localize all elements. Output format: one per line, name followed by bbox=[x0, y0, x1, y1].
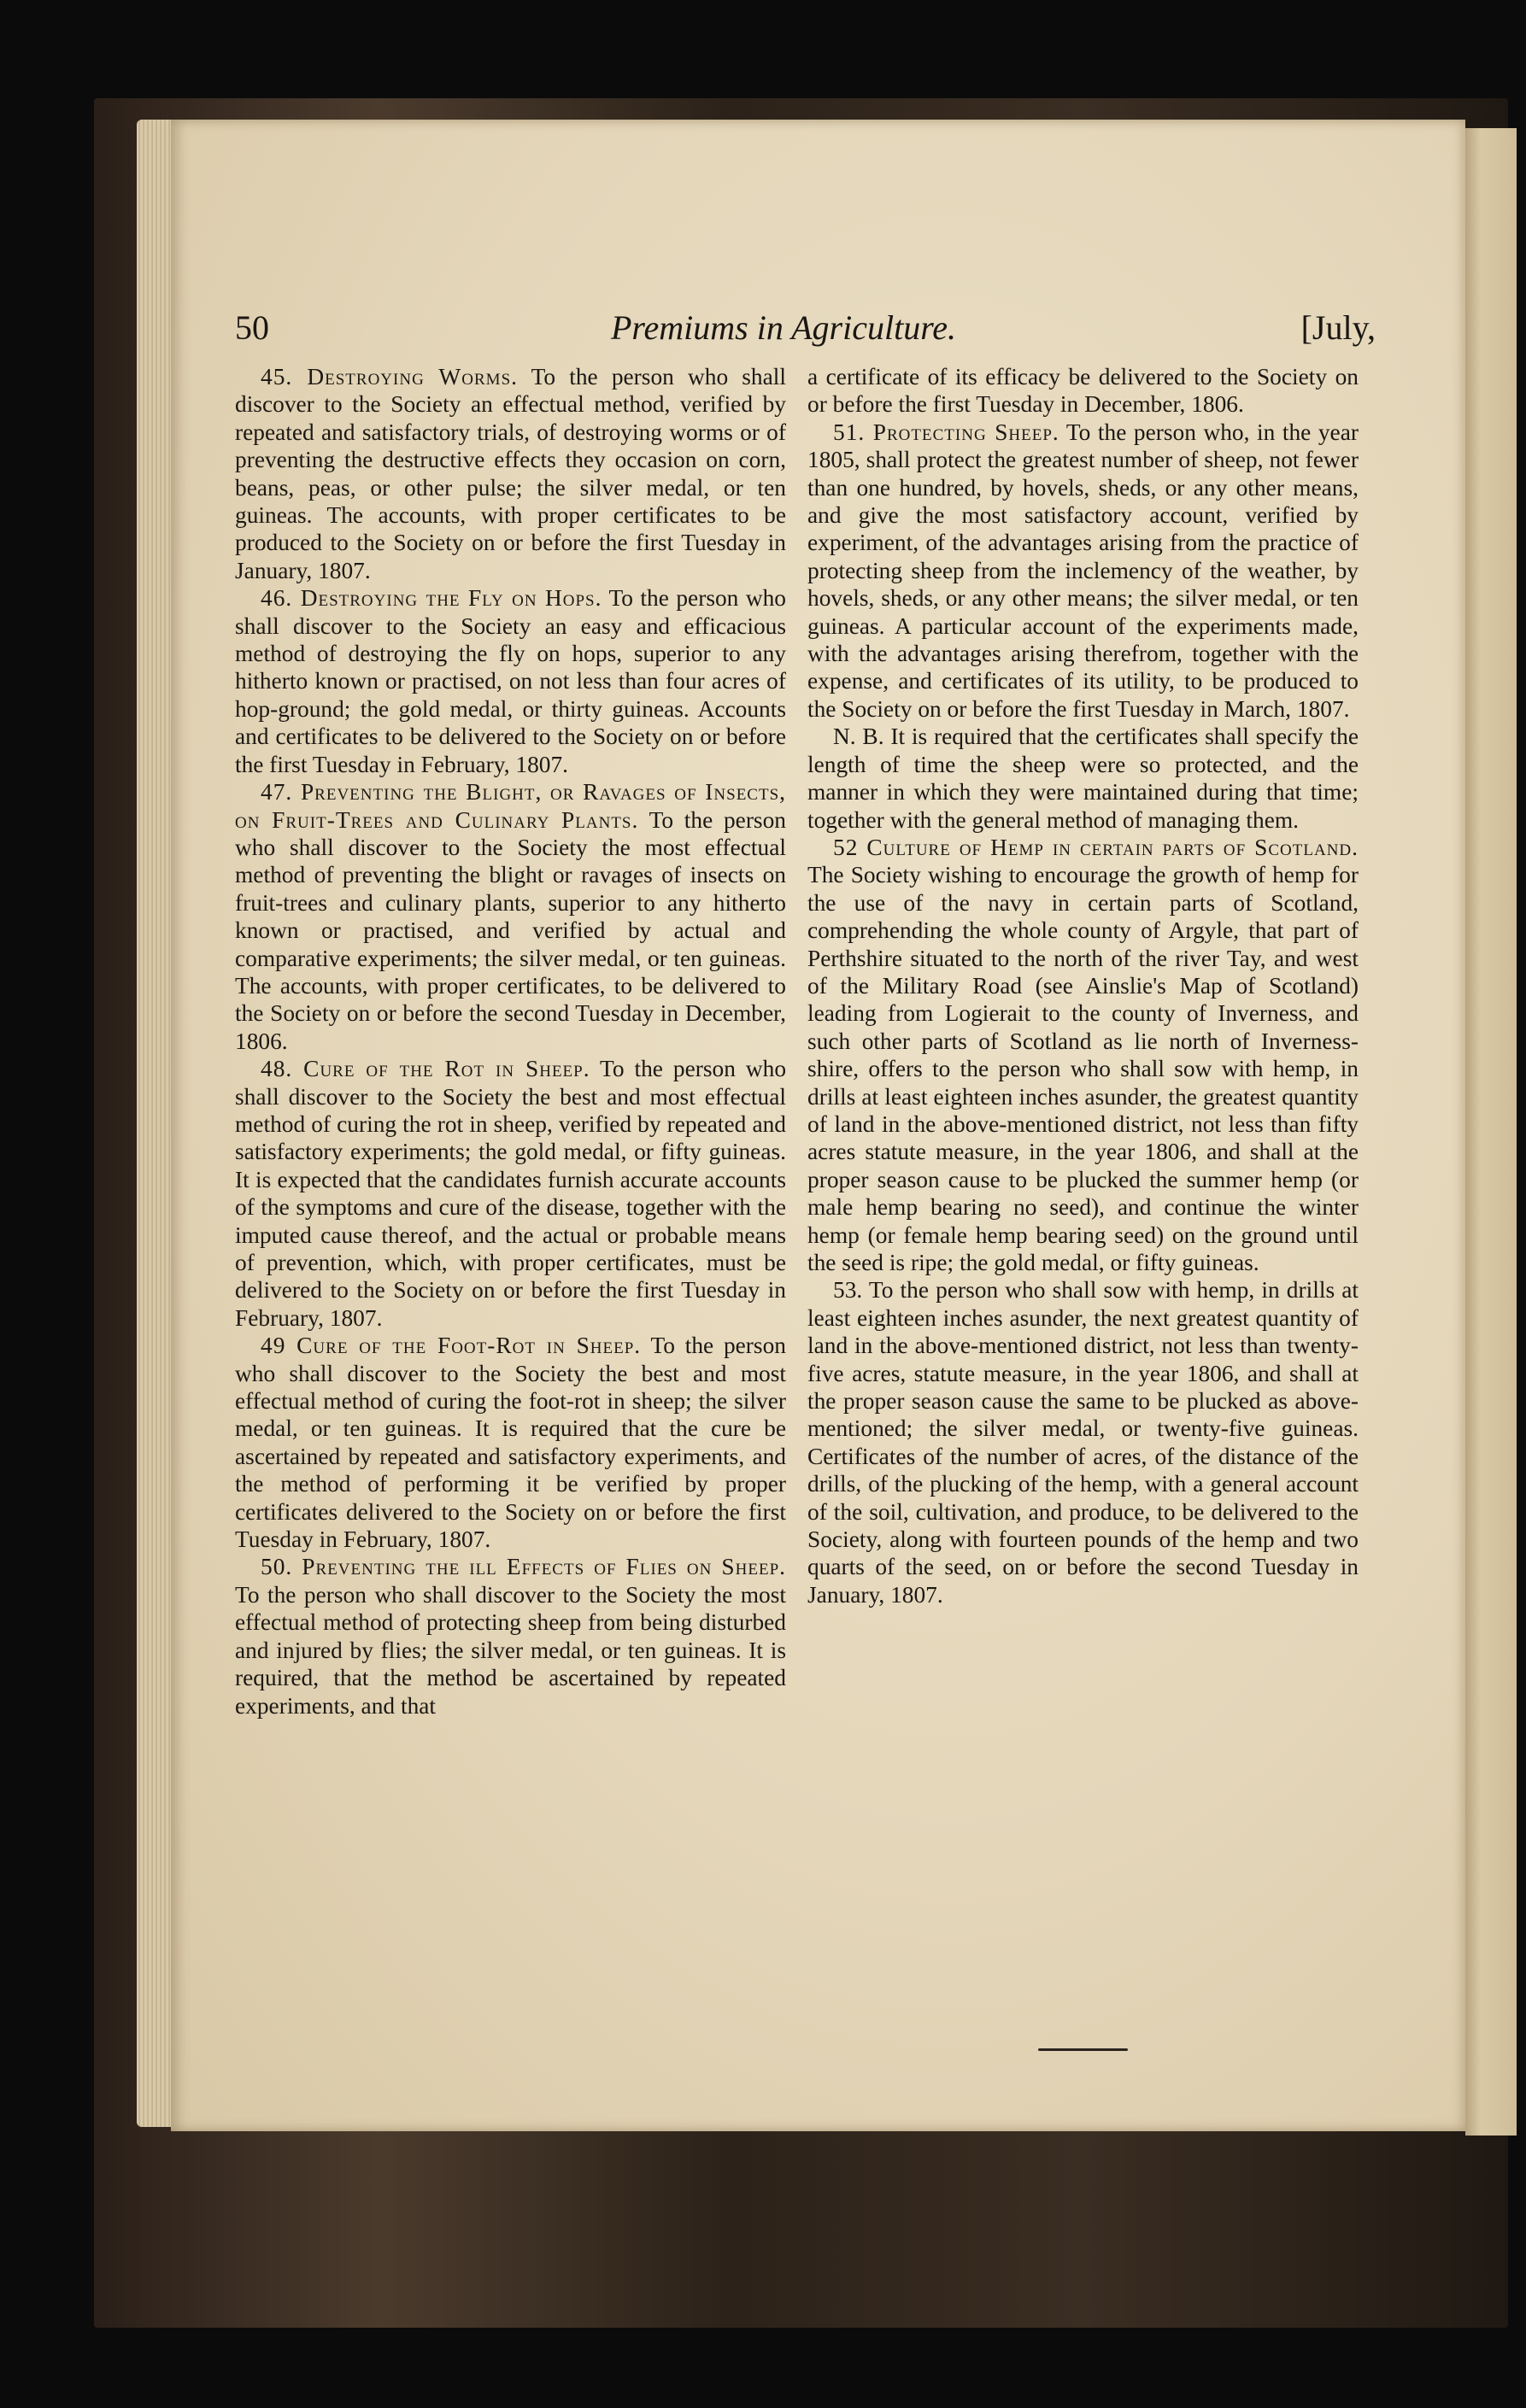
article-heading: 50. Preventing the ill Effects of Flies on Sheep. bbox=[261, 1554, 786, 1580]
article-heading: 49 Cure of the Foot-Rot in Sheep. bbox=[261, 1333, 642, 1359]
end-rule bbox=[1038, 2048, 1128, 2051]
page-number: 50 bbox=[235, 308, 269, 347]
article-heading: 45. Destroying Worms. bbox=[261, 364, 518, 390]
article-text: To the person who shall discover to the Society the most effectual method of protecting sheep from being disturbed and injured by flies; the silver medal, or ten guineas. It is required, that the method be ascertained by repeated experiments, and that bbox=[235, 1581, 786, 1719]
article-45 bbox=[235, 363, 786, 584]
article-heading: 51. Protecting Sheep. bbox=[833, 419, 1059, 445]
article-text: To the person who shall discover to the Society the most effectual method of preventing the blight or ravages of insects on fruit-trees and culinary plants, superior to any hitherto known or practised, and verified by actual and comparative experiments; the silver medal, or ten guineas. The accounts, with proper certificates, to be delivered to the Society on or before the second Tuesday in December, 1806. bbox=[235, 806, 786, 1054]
right-column bbox=[807, 363, 1359, 1608]
article-49 bbox=[235, 1332, 786, 1553]
article-heading: 46. Destroying the Fly on Hops. bbox=[261, 585, 602, 612]
article-51 bbox=[807, 419, 1359, 723]
article-48 bbox=[235, 1055, 786, 1332]
article-52 bbox=[807, 834, 1359, 1277]
article-50 bbox=[235, 1553, 786, 1719]
article-50-continued bbox=[807, 363, 1359, 419]
article-text: To the person who shall discover to the Society the best and most effectual method of curing the foot-rot in sheep; the silver medal, or ten guineas. It is required that the cure be ascertained by repeated and satisfactory experiments, and the method of performing it be verified by proper certificates delivered to the Society on or before the first Tuesday in February, 1807. bbox=[235, 1333, 786, 1553]
article-text: To the person who shall discover to the Society an easy and efficacious method of destroying the fly on hops, superior to any hitherto known or practised, on not less than four acres of hop-ground; the gold medal, or thirty guineas. Accounts and certificates to be delivered to the Society on or before the first Tuesday in February, 1807. bbox=[235, 585, 786, 777]
article-heading: N. B. bbox=[833, 724, 884, 750]
article-text: It is required that the certificates shall specify the length of time the sheep were so protected, and the manner in which they were maintained during that time; together with the general method of managing them. bbox=[807, 724, 1359, 833]
article-47 bbox=[235, 778, 786, 1055]
article-text: To the person who shall discover to the Society the best and most effectual method of curing the rot in sheep, verified by repeated and satisfactory experiments; the gold medal, or fifty guineas. It is expected that the candidates furnish accurate accounts of the symptoms and cure of the disease, together with the imputed cause thereof, and the actual or probable means of prevention, which, with proper certificates, must be delivered to the Society on or before the first Tuesday in February, 1807. bbox=[235, 1056, 787, 1331]
left-column bbox=[235, 363, 786, 1720]
article-46 bbox=[235, 584, 786, 778]
article-text: To the person who, in the year 1805, shall protect the greatest number of sheep, not fewer than one hundred, by hovels, sheds, or any other means, and give the most satisfactory account, verified by experiment, of the advantages arising from the practice of protecting sheep from the inclemency of the weather, by hovels, sheds, or any other means; the silver medal, or ten guineas. A particular account of the experiments made, with the advantages arising therefrom, together with the expense, and certificates of its utility, to be produced to the Society on or before the first Tuesday in March, 1807. bbox=[807, 419, 1359, 722]
article-text: To the person who shall discover to the Society an effectual method, verified by repeated and satisfactory trials, of destroying worms or of preventing the destructive effects they occasion on corn, beans, peas, or other pulse; the silver medal, or ten guineas. The accounts, with proper certificates to be produced to the Society on or before the first Tuesday in January, 1807. bbox=[235, 364, 786, 583]
article-heading: 48. Cure of the Rot in Sheep. bbox=[261, 1056, 590, 1082]
article-text: The Society wishing to encourage the growth of hemp for the use of the navy in certain parts of Scotland, comprehending the whole county of Argyle, that part of Perthshire situated to the north of the river Tay, and west of the Military Road (see Ainslie's Map of Scotland) leading from Logierait to the county of Inverness, and such other parts of Scotland as lie north of Inverness-shire, offers to the person who shall sow with hemp, in drills at least eighteen inches asunder, the greatest quantity of land in the above-mentioned district, not less than fifty acres statute measure, in the year 1806, and shall at the proper season cause to be plucked the summer hemp (or male hemp bearing no seed), and continue the winter hemp (or female hemp bearing seed) on the ground until the seed is ripe; the gold medal, or fifty guineas. bbox=[807, 862, 1359, 1275]
running-month: [July, bbox=[1300, 308, 1376, 347]
article-text: a certificate of its efficacy be delivered to the Society on or before the first Tuesday in December, 1806. bbox=[807, 364, 1359, 418]
article-heading: 52 Culture of Hemp in certain parts of Scotland. bbox=[833, 834, 1359, 860]
running-title: Premiums in Agriculture. bbox=[611, 308, 957, 347]
article-heading: 47. Preventing the Blight, or Ravages of Insects, on Fruit-Trees and Culinary Plants. bbox=[235, 779, 786, 833]
article-heading: 53. bbox=[833, 1277, 863, 1304]
facing-page-edge bbox=[1465, 128, 1517, 2136]
article-53 bbox=[807, 1276, 1359, 1608]
article-text: To the person who shall sow with hemp, in drills at least eighteen inches asunder, the next greatest quantity of land in the above-mentioned district, not less than twenty-five acres, statute measure, in the year 1806, and shall at the proper season cause the same to be plucked as above-mentioned; the silver medal, or twenty-five guineas. Certificates of the number of acres, of the distance of the drills, of the plucking of the hemp, with a general account of the soil, cultivation, and produce, to be delivered to the Society, along with fourteen pounds of the hemp and two quarts of the seed, on or before the second Tuesday in January, 1807. bbox=[807, 1277, 1359, 1608]
running-header bbox=[235, 308, 1376, 359]
article-nb bbox=[807, 723, 1359, 834]
